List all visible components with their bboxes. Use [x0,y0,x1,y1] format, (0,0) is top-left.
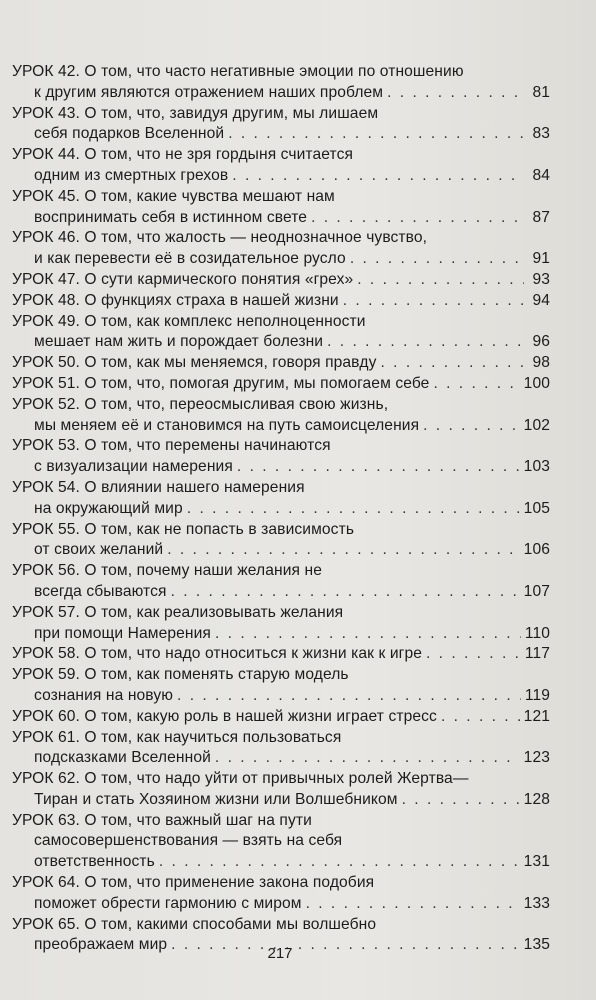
toc-entry-line [12,312,550,333]
toc-page-number: 123 [523,749,550,767]
toc-entry-title: УРОК 50. О том, как мы меняемся, говоря правду [12,354,377,372]
leader-dots [343,291,524,312]
toc-entry [12,644,550,665]
toc-entry-line [12,852,550,873]
toc-page-number: 98 [532,354,550,372]
leader-dots [311,208,524,229]
toc-entry-line [12,728,550,749]
toc-page-number: 96 [532,333,550,351]
toc-entry-title: УРОК 58. О том, что надо относиться к жизни как к игре [12,645,422,663]
toc-entry-title: ответственность [34,853,155,871]
toc-entry [12,291,550,312]
toc-entry-line [12,499,550,520]
toc-entry-title: УРОК 63. О том, что важный шаг на пути [12,811,312,829]
toc-entry-line [12,228,550,249]
toc-entry-title: мешает нам жить и порождает болезни [34,333,324,351]
toc-page-number: 84 [532,166,550,184]
toc-page-number: 131 [523,853,550,871]
toc-entry-title: УРОК 42. О том, что часто негативные эмоции по отношению [12,63,464,80]
toc-entry-title: УРОК 55. О том, как не попасть в зависимость [12,520,355,538]
leader-dots [187,499,520,520]
leader-dots [232,166,524,187]
toc-entry [12,811,550,873]
toc-entry-title: УРОК 45. О том, какие чувства мешают нам [12,187,335,205]
toc-entry-title: УРОК 64. О том, что применение закона подобия [12,874,375,892]
toc-entry-title: к другим являются отражением наших проблем [34,83,384,101]
toc-entry-line [12,62,550,83]
leader-dots [433,374,519,395]
toc-entry-line [12,873,550,894]
toc-entry [12,395,550,437]
toc-entry-title: УРОК 62. О том, что надо уйти от привычных ролей Жертва— [12,770,469,788]
toc-entry-title: с визуализации намерения [34,458,233,476]
toc-page-number: 87 [532,208,550,226]
toc-entry-line [12,187,550,208]
toc-entry-line [12,436,550,457]
toc-entry-line [12,478,550,499]
toc-entry-line [12,831,550,852]
leader-dots [327,332,524,353]
toc-entry-title: Тиран и стать Хозяином жизни или Волшебником [34,790,398,808]
toc-entry [12,145,550,187]
toc-entry-title: всегда сбываются [34,582,167,600]
toc-entry-title: УРОК 59. О том, как поменять старую модель [12,666,349,684]
leader-dots [167,540,519,561]
toc-entry-line [12,748,550,769]
toc-entry-line [12,270,550,291]
toc-page-number: 103 [523,458,550,476]
toc-entry-title: УРОК 60. О том, какую роль в нашей жизни играет стресс [12,707,437,725]
toc-entry [12,353,550,374]
toc-entry-title: сознания на новую [34,686,174,704]
toc-entry-line [12,353,550,374]
toc-entry-line [12,915,550,936]
toc-entry-line [12,457,550,478]
toc-entry-line [12,561,550,582]
toc-page-number: 119 [524,686,550,704]
toc-entry [12,270,550,291]
toc-page-number: 93 [532,270,550,288]
toc-entry-line [12,644,550,665]
leader-dots [441,707,520,728]
toc-entry-title: на окружающий мир [34,499,183,517]
toc-entry-title: УРОК 52. О том, что, переосмысливая свою жизнь, [12,395,389,413]
toc-entry-title: УРОК 57. О том, как реализовывать желания [12,603,344,621]
toc-entry-title: самосовершенствования — взять на себя [34,832,343,850]
toc-entry-line [12,249,550,270]
toc-page-number: 94 [532,291,550,309]
toc-entry-title: УРОК 61. О том, как научиться пользоваться [12,728,342,746]
toc-entry-line [12,894,550,915]
toc-entry-title: УРОК 46. О том, что жалость — неоднозначное чувство, [12,229,428,247]
toc-entry-title: УРОК 44. О том, что не зря гордыня считается [12,146,354,164]
toc-entry-title: УРОК 47. О сути кармического понятия «грех» [12,270,354,288]
toc-page-number: 105 [523,499,550,517]
leader-dots [171,582,520,603]
toc-entry-line [12,291,550,312]
toc-entry [12,478,550,520]
toc-entry-title: подсказками Вселенной [34,749,211,767]
toc-entry-line [12,540,550,561]
toc-entry-line [12,665,550,686]
toc-entry-title: УРОК 54. О влиянии нашего намерения [12,478,305,496]
toc-entry-title: УРОК 65. О том, какими способами мы волшебно [12,915,377,933]
toc-entry [12,228,550,270]
toc-entry-line [12,769,550,790]
toc-entry-line [12,790,550,811]
page-number: 217 [267,945,293,962]
toc-entry-title: поможет обрести гармонию с миром [34,894,302,912]
toc-entry [12,104,550,146]
toc-entry [12,561,550,603]
leader-dots [350,249,524,270]
toc-entry [12,728,550,770]
toc-entry-line [12,332,550,353]
toc-entry [12,62,550,104]
toc-page-number: 135 [523,936,550,954]
leader-dots [215,748,520,769]
leader-dots [215,624,521,645]
toc-page-number: 121 [523,707,550,725]
toc-entry-line [12,145,550,166]
toc-entry [12,187,550,229]
toc-entry-line [12,603,550,624]
leader-dots [177,686,521,707]
table-of-contents [12,62,550,956]
toc-page-number: 110 [524,624,550,642]
leader-dots [159,852,520,873]
toc-entry [12,769,550,811]
toc-entry-line [12,166,550,187]
toc-entry-title: преображаем мир [34,936,168,954]
leader-dots [357,270,524,291]
leader-dots [402,790,520,811]
toc-entry [12,665,550,707]
toc-entry-line [12,811,550,832]
toc-entry [12,312,550,354]
toc-page-number: 106 [523,541,550,559]
toc-entry [12,520,550,562]
toc-entry-line [12,686,550,707]
leader-dots [426,644,521,665]
toc-entry [12,873,550,915]
toc-entry-line [12,395,550,416]
leader-dots [237,457,520,478]
toc-entry-line [12,124,550,145]
toc-entry [12,374,550,395]
toc-page-number: 107 [523,582,550,600]
toc-entry-title: УРОК 49. О том, как комплекс неполноценности [12,312,366,330]
toc-entry-title: УРОК 56. О том, почему наши желания не [12,562,322,580]
toc-entry-line [12,624,550,645]
leader-dots [306,894,520,915]
toc-page-number: 133 [523,894,550,912]
toc-entry-title: УРОК 43. О том, что, завидуя другим, мы лишаем [12,104,379,122]
toc-page-number: 128 [523,790,550,808]
toc-page-number: 81 [532,83,550,101]
toc-entry-title: УРОК 53. О том, что перемены начинаются [12,437,331,455]
leader-dots [423,416,520,437]
toc-page-number: 91 [532,250,550,268]
toc-entry [12,603,550,645]
toc-page-number: 83 [532,125,550,143]
toc-page-number: 100 [523,374,550,392]
toc-entry [12,707,550,728]
toc-entry [12,436,550,478]
toc-entry-line [12,707,550,728]
toc-entry-title: и как перевести её в созидательное русло [34,250,346,268]
toc-entry-line [12,208,550,229]
toc-page-number: 102 [523,416,550,434]
leader-dots [387,83,524,104]
toc-entry-title: от своих желаний [34,541,164,559]
toc-entry-line [12,374,550,395]
toc-entry-title: УРОК 48. О функциях страха в нашей жизни [12,291,339,309]
toc-entry-line [12,104,550,125]
toc-entry-line [12,520,550,541]
leader-dots [380,353,524,374]
toc-entry-line [12,83,550,104]
toc-entry-title: УРОК 51. О том, что, помогая другим, мы помогаем себе [12,374,430,392]
toc-entry-title: себя подарков Вселенной [34,125,225,143]
toc-entry-title: воспринимать себя в истинном свете [34,208,308,226]
leader-dots [228,124,524,145]
toc-entry-title: при помощи Намерения [34,624,211,642]
toc-page-number: 117 [524,645,550,663]
toc-entry-line [12,582,550,603]
toc-entry-title: одним из смертных грехов [34,166,229,184]
toc-entry-line [12,416,550,437]
toc-entry-title: мы меняем её и становимся на путь самоисцеления [34,416,420,434]
